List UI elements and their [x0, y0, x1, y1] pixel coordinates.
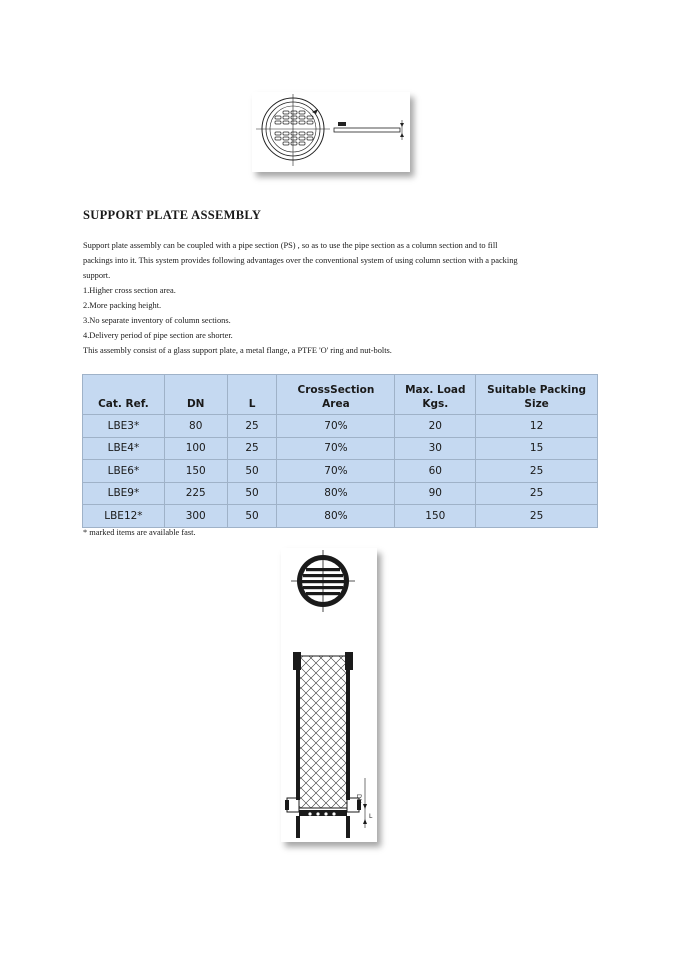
- table-row: [83, 482, 598, 505]
- l-dimension-label: L: [369, 813, 373, 820]
- header-packing-size: Suitable Packing Size: [476, 375, 598, 415]
- support-plate-figure: [252, 92, 410, 172]
- table-cell: 150: [164, 460, 227, 483]
- header-cross-section-area: CrossSection Area: [277, 375, 395, 415]
- header-cat-ref: Cat. Ref.: [83, 375, 165, 415]
- advantage-item: 3.No separate inventory of column sections.: [83, 316, 231, 325]
- advantage-item: 2.More packing height.: [83, 301, 162, 310]
- intro-text: [83, 238, 603, 358]
- table-row: [83, 505, 598, 528]
- table-cell: LBE6*: [83, 460, 165, 483]
- table-cell: 70%: [277, 460, 395, 483]
- table-cell: 60: [395, 460, 476, 483]
- intro-line: Support plate assembly can be coupled with a pipe section (PS) , so as to use the pipe section as a column section and to fill: [83, 241, 498, 250]
- table-cell: LBE9*: [83, 482, 165, 505]
- table-cell: 50: [227, 482, 277, 505]
- table-cell: 30: [395, 437, 476, 460]
- table-cell: LBE12*: [83, 505, 165, 528]
- table-cell: 15: [476, 437, 598, 460]
- table-cell: 300: [164, 505, 227, 528]
- header-dn: DN: [164, 375, 227, 415]
- assembly-description: This assembly consist of a glass support plate, a metal flange, a PTFE 'O' ring and nut-bolts.: [83, 346, 392, 355]
- table-cell: 25: [227, 415, 277, 438]
- table-cell: 225: [164, 482, 227, 505]
- table-cell: 80%: [277, 505, 395, 528]
- table-cell: 80%: [277, 482, 395, 505]
- advantage-item: 1.Higher cross section area.: [83, 286, 176, 295]
- table-cell: 50: [227, 505, 277, 528]
- dn-dimension-label: DN: [355, 794, 362, 804]
- table-row: [83, 460, 598, 483]
- intro-line: packings into it. This system provides following advantages over the conventional system of using column section with a packing: [83, 256, 518, 265]
- assembly-figure: [281, 548, 377, 842]
- header-l: L: [227, 375, 277, 415]
- specification-table: [82, 374, 598, 528]
- table-cell: 12: [476, 415, 598, 438]
- table-cell: 25: [476, 460, 598, 483]
- table-cell: 150: [395, 505, 476, 528]
- table-cell: 25: [227, 437, 277, 460]
- table-cell: 25: [476, 482, 598, 505]
- assembly-drawing: [281, 548, 377, 842]
- table-header-row: [83, 375, 598, 415]
- table-cell: 70%: [277, 415, 395, 438]
- section-title: SUPPORT PLATE ASSEMBLY: [83, 208, 262, 222]
- intro-line: support.: [83, 271, 111, 280]
- table-row: [83, 415, 598, 438]
- table-cell: LBE4*: [83, 437, 165, 460]
- support-plate-drawing: [252, 92, 410, 172]
- advantage-item: 4.Delivery period of pipe section are shorter.: [83, 331, 233, 340]
- table-cell: 20: [395, 415, 476, 438]
- table-cell: 80: [164, 415, 227, 438]
- table-cell: 100: [164, 437, 227, 460]
- footnote: * marked items are available fast.: [83, 528, 196, 537]
- table-cell: 70%: [277, 437, 395, 460]
- table-cell: 50: [227, 460, 277, 483]
- table-cell: 90: [395, 482, 476, 505]
- header-max-load: Max. Load Kgs.: [395, 375, 476, 415]
- table-cell: 25: [476, 505, 598, 528]
- table-row: [83, 437, 598, 460]
- table-cell: LBE3*: [83, 415, 165, 438]
